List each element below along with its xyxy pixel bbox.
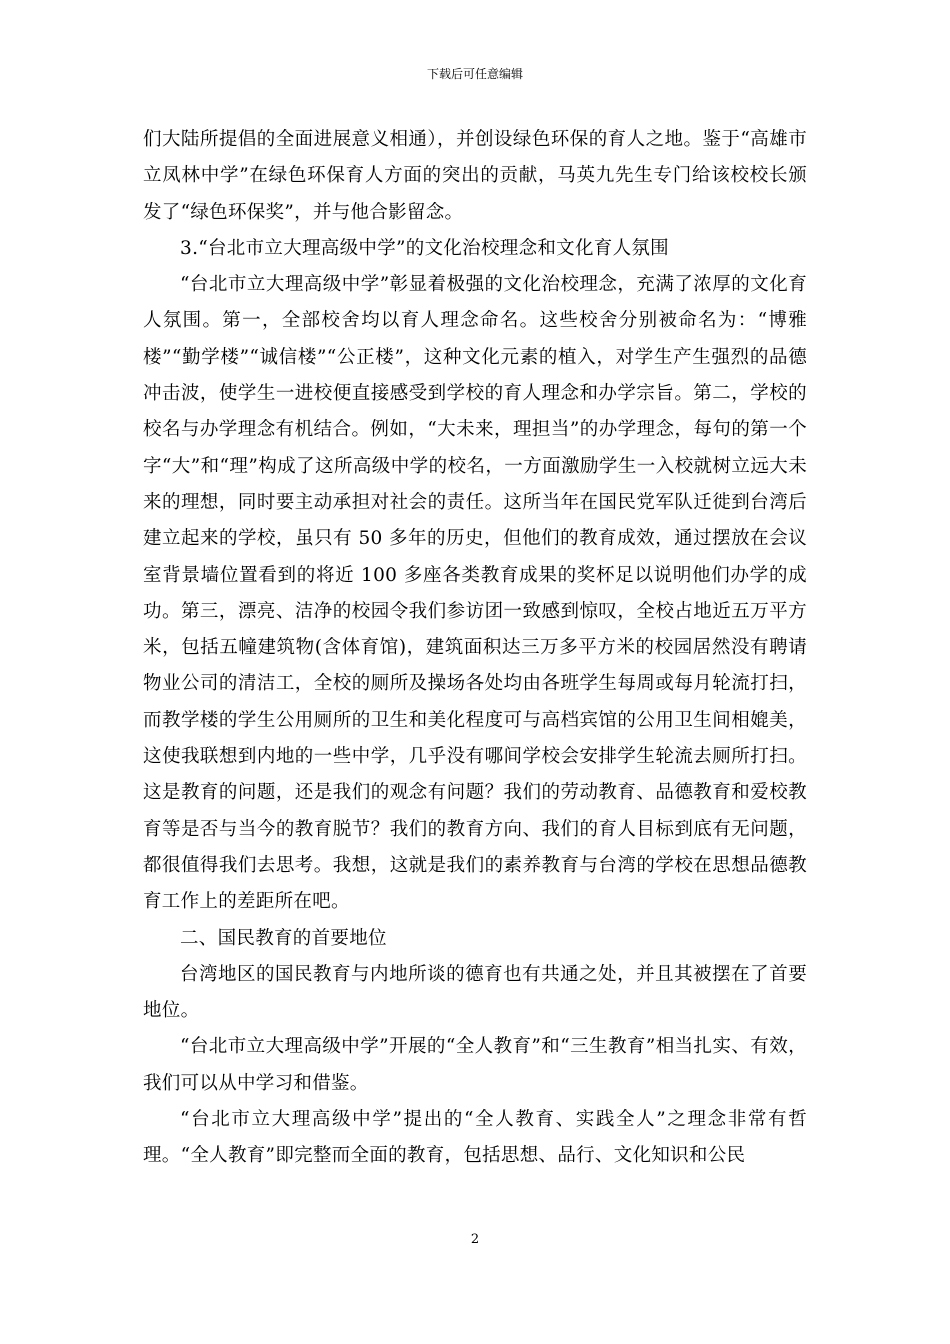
page-number: 2 xyxy=(470,1232,480,1247)
section-heading-3: 3.“台北市立大理高级中学”的文化治校理念和文化育人氛围 xyxy=(180,237,669,259)
paragraph-1: 们大陆所提倡的全面进展意义相通），并创设绿色环保的育人之地。鉴于“高雄市立凤林中学”在绿色环保育人方面的突出的贡献，马英九先生专门给该校校长颁发了“绿色环保奖”，并与他合影留念。 xyxy=(143,129,807,223)
document-body xyxy=(143,122,807,1175)
paragraph-7: “台北市立大理高级中学”提出的“全人教育、实践全人”之理念非常有哲理。“全人教育”即完整而全面的教育，包括思想、品行、文化知识和公民 xyxy=(143,1109,807,1167)
section-heading-2: 二、国民教育的首要地位 xyxy=(180,927,387,949)
page-header: 下载后可任意编辑 xyxy=(426,67,523,81)
paragraph-6: “台北市立大理高级中学”开展的“全人教育”和“三生教育”相当扎实、有效，我们可以从中学习和借鉴。 xyxy=(143,1036,807,1094)
paragraph-3: “台北市立大理高级中学”彰显着极强的文化治校理念，充满了浓厚的文化育人氛围。第一，全部校舍均以育人理念命名。这些校舍分别被命名为：“博雅楼”“勤学楼”“诚信楼”“公正楼”，这种文化元素的植入，对学生产生强烈的品德冲击波，使学生一进校便直接感受到学校的育人理念和办学宗旨。第二，学校的校名与办学理念有机结合。例如，“大未来，理担当”的办学理念，每句的第一个字“大”和“理”构成了这所高级中学的校名，一方面激励学生一入校就树立远大未来的理想，同时要主动承担对社会的责任。这所当年在国民党军队迁徙到台湾后建立起来的学校，虽只有 50 多年的历史，但他们的教育成效，通过摆放在会议室背景墙位置看到的将近 100 多座各类教育成果的奖杯足以说明他们办学的成功。第三，漂亮、洁净的校园令我们参访团一致感到惊叹，全校占地近五万平方米，包括五幢建筑物(含体育馆)，建筑面积达三万多平方米的校园居然没有聘请物业公司的清洁工，全校的厕所及操场各处均由各班学生每周或每月轮流打扫，而教学楼的学生公用厕所的卫生和美化程度可与高档宾馆的公用卫生间相媲美，这使我联想到内地的一些中学，几乎没有哪间学校会安排学生轮流去厕所打扫。这是教育的问题，还是我们的观念有问题？我们的劳动教育、品德教育和爱校教育等是否与当今的教育脱节？我们的教育方向、我们的育人目标到底有无问题，都很值得我们去思考。我想，这就是我们的素养教育与台湾的学校在思想品德教育工作上的差距所在吧。 xyxy=(143,274,807,913)
paragraph-5: 台湾地区的国民教育与内地所谈的德育也有共通之处，并且其被摆在了首要地位。 xyxy=(143,963,807,1022)
